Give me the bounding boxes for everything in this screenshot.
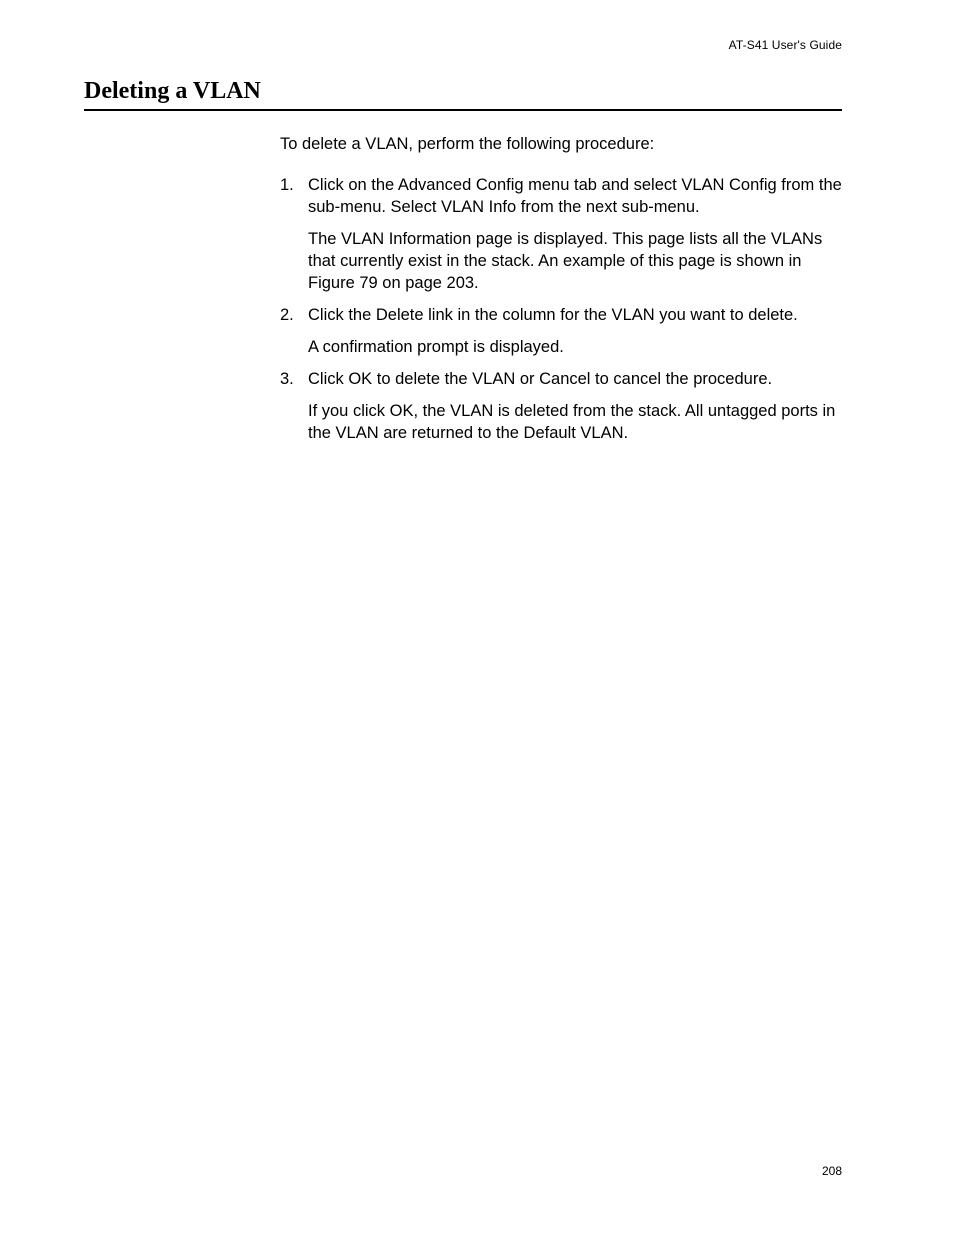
page-number: 208 [821, 1164, 842, 1178]
step-number: 2. [280, 306, 294, 324]
step-number: 1. [280, 176, 294, 194]
step-note: A confirmation prompt is displayed. [308, 338, 564, 356]
running-header: AT-S41 User's Guide [728, 38, 842, 52]
step-text: Click OK to delete the VLAN or Cancel to cancel the procedure. [308, 370, 773, 388]
step-number: 3. [280, 370, 294, 388]
procedure-steps [280, 174, 845, 444]
procedure-step-2 [280, 304, 845, 358]
step-text: Click the Delete link in the column for the VLAN you want to delete. [308, 306, 798, 324]
step-note: If you click OK, the VLAN is deleted from the stack. All untagged ports in the VLAN are returned to the Default VLAN. [308, 402, 836, 442]
procedure-step-1 [280, 174, 845, 294]
procedure-step-3 [280, 368, 845, 444]
title-rule [84, 109, 842, 111]
procedure-intro: To delete a VLAN, perform the following procedure: [280, 135, 655, 153]
section-title: Deleting a VLAN [84, 78, 261, 104]
procedure-content [280, 133, 845, 444]
step-note: The VLAN Information page is displayed. This page lists all the VLANs that currently exist in the stack. An example of this page is shown in Figure 79 on page 203. [308, 230, 823, 292]
step-text: Click on the Advanced Config menu tab and select VLAN Config from the sub-menu. Select VLAN Info from the next sub-menu. [308, 176, 842, 216]
